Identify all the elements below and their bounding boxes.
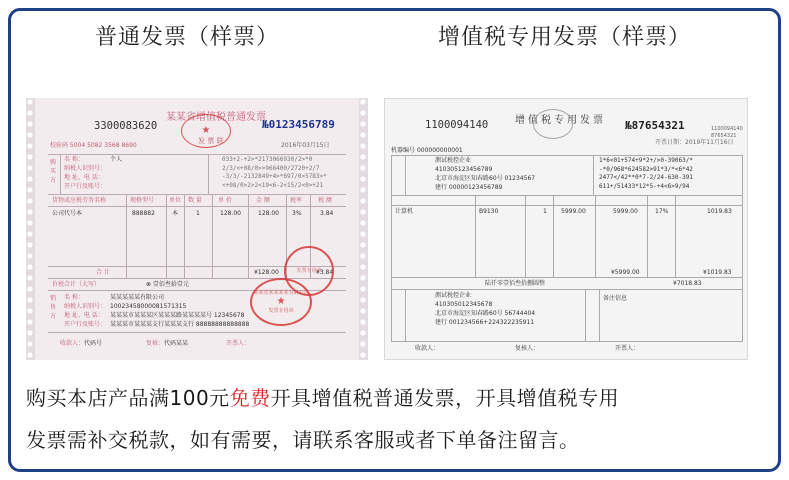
item-name: 计算机 <box>395 208 414 215</box>
invoice-code: 1100094140 <box>425 119 489 131</box>
buyer-tax: 410305123456789 <box>435 166 493 173</box>
item-price: 5999.00 <box>561 208 586 215</box>
sprocket-holes <box>359 98 368 360</box>
plain-invoice-sample <box>26 98 368 360</box>
invoice-title: 增值税专用发票 <box>515 115 606 126</box>
total-words: 陆仟零壹佰叁拾捌圆整 <box>485 280 546 287</box>
remark-label: 备注信息 <box>603 295 628 302</box>
col-amount: 金 额 <box>256 197 270 204</box>
seller-bank: 某某某市某某某支行某某某支行 88888888888888 <box>110 321 250 328</box>
seller-address: 北京市海淀区知春路60号 56744404 <box>435 310 536 317</box>
col-goods: 货物或应税劳务名称 <box>52 197 107 204</box>
promo-line-1 <box>26 382 619 411</box>
invoice-subtitle: 发 票 联 <box>198 137 224 145</box>
promo-free-highlight: 免费 <box>229 386 271 410</box>
col-qty: 数 量 <box>188 197 202 204</box>
invoice-date: 2016年03月15日 <box>281 142 330 149</box>
item-rate: 17% <box>655 208 669 215</box>
seller-label: 销 售 方 <box>50 295 57 320</box>
invoice-title: 某某省增值税普通发票 <box>166 112 266 123</box>
seller-name-label: 名 称： <box>64 294 84 301</box>
item-qty: 1 <box>543 208 547 215</box>
promo-line-2: 发票需补交税款，如有需要，请联系客服或者下单备注留言。 <box>26 428 580 452</box>
drawer-label: 开票人： <box>615 345 640 352</box>
payee-name: 代码号 <box>84 340 103 347</box>
item-amount: 128.00 <box>258 210 279 217</box>
total-tax: ¥3.84 <box>316 269 334 276</box>
vat-invoice-sample <box>384 98 748 360</box>
round-seal <box>284 246 334 296</box>
seller-name: 某某某某某有限公司 <box>110 294 165 301</box>
seal-top-text: 某某省某某某某有限公司 <box>253 290 309 296</box>
col-spec: 规格型号 <box>130 197 155 204</box>
header-seal <box>533 109 573 139</box>
item-spec: B9130 <box>479 208 499 215</box>
total-small: ¥7018.83 <box>673 280 702 287</box>
seller-tax: 410305012345678 <box>435 301 493 308</box>
plain-invoice-heading: 普通发票（样票） <box>95 25 280 50</box>
seller-tax-label: 纳税人识别号： <box>64 303 107 310</box>
date-label: 开票日期： <box>655 139 686 146</box>
col-tax: 税 额 <box>318 197 332 204</box>
side-serial: 87654321 <box>711 133 737 139</box>
vat-invoice-heading: 增值税专用发票（样票） <box>438 25 692 50</box>
reviewer-label: 复核人： <box>515 345 540 352</box>
buyer-address: 北京市海淀区知春路60号 01234567 <box>435 175 536 182</box>
item-unit: 本 <box>172 210 179 217</box>
promo-text-a: 购买本店产品满100元 <box>26 386 230 410</box>
total-tax: ¥1019.83 <box>703 269 732 276</box>
col-price: 单 价 <box>218 197 232 204</box>
buyer-bank-label: 开户行及账号： <box>64 183 107 190</box>
buyer-name: 个人 <box>110 156 123 163</box>
seller-address-label: 地 址、电 话： <box>64 312 104 319</box>
machine-number: 000000000001 <box>416 147 463 154</box>
seal-star-icon: ★ <box>276 296 286 307</box>
reviewer-name: 代码某某 <box>164 340 189 347</box>
seller-bank: 建行 001234566+224322235911 <box>435 319 535 326</box>
total-amount: ¥128.00 <box>254 269 279 276</box>
total-words: ⊗ 壹佰叁拾壹元 <box>146 281 189 288</box>
machine-label: 机器编号 <box>391 147 416 154</box>
buyer-name-label: 名 称： <box>64 156 84 163</box>
seller-address: 某某某市某某某区某某某路某某某某号 12345678 <box>110 312 245 319</box>
col-unit: 单位 <box>169 197 182 204</box>
total-amount: ¥5999.00 <box>611 269 640 276</box>
item-name: 公司代号本 <box>52 210 83 217</box>
buyer-address-label: 地 址、电 话： <box>64 174 104 181</box>
cipher-area: 033+2-+2>*2173066930/2>*0 2/3/<+08/0>>966400/2720+2/7 -3/3/-2132849+4>*697/0>5783>* <+08/0>2>2<19<6-2<15/2<0>+21 <box>222 156 327 189</box>
serial-number: 87654321 <box>631 119 685 132</box>
promo-text-b: 开具增值税普通发票，开具增值税专用 <box>270 386 620 410</box>
drawer-label: 开票人： <box>226 340 251 347</box>
buyer-name: 测试税控企业 <box>435 157 472 164</box>
item-qty: 1 <box>196 210 200 217</box>
payee-label: 收款人： <box>60 340 85 347</box>
total-words-label: 价税合计（大写） <box>52 281 101 288</box>
payee-label: 收款人： <box>415 345 440 352</box>
item-spec: 888882 <box>132 210 155 217</box>
buyer-bank: 建行 00000123456789 <box>435 184 503 191</box>
cipher-area: 1*6<01+574+9*2+/>0-39063/* -*0/968*624582>91*3/*<6*42 2477</42**0*7-2/24-630-391 611+/51433*12*5-+4<6>9/94 <box>599 157 693 190</box>
seal-bottom-text: 发票专用章 <box>268 308 294 314</box>
round-seal-text: 发票专用章 <box>296 268 322 274</box>
item-tax: 1019.83 <box>707 208 732 215</box>
sprocket-holes <box>26 98 35 360</box>
serial-number: 0123456789 <box>268 118 335 131</box>
side-code: 1100094140 <box>711 126 743 132</box>
invoice-code: 3300083620 <box>94 120 158 132</box>
buyer-tax-label: 纳税人识别号： <box>64 165 107 172</box>
seller-tax: 10023458000081571315 <box>110 303 187 310</box>
item-tax: 3.84 <box>320 210 334 217</box>
item-rate: 3% <box>292 210 302 217</box>
header-seal: ★ <box>181 114 231 148</box>
buyer-label: 购 买 方 <box>50 159 57 184</box>
item-price: 128.00 <box>220 210 241 217</box>
seller-bank-label: 开户行及账号： <box>64 321 107 328</box>
invoice-date: 2019年11月16日 <box>685 139 734 146</box>
serial-prefix: № <box>625 119 632 132</box>
item-amount: 5999.00 <box>613 208 638 215</box>
seller-name: 测试税控企业 <box>435 292 472 299</box>
total-label: 合 计 <box>96 269 110 276</box>
reviewer-label: 复核： <box>146 340 165 347</box>
serial-prefix: № <box>262 118 269 131</box>
check-code: 校验码 5004 5082 3568 8690 <box>50 142 137 149</box>
col-rate: 税率 <box>290 197 303 204</box>
